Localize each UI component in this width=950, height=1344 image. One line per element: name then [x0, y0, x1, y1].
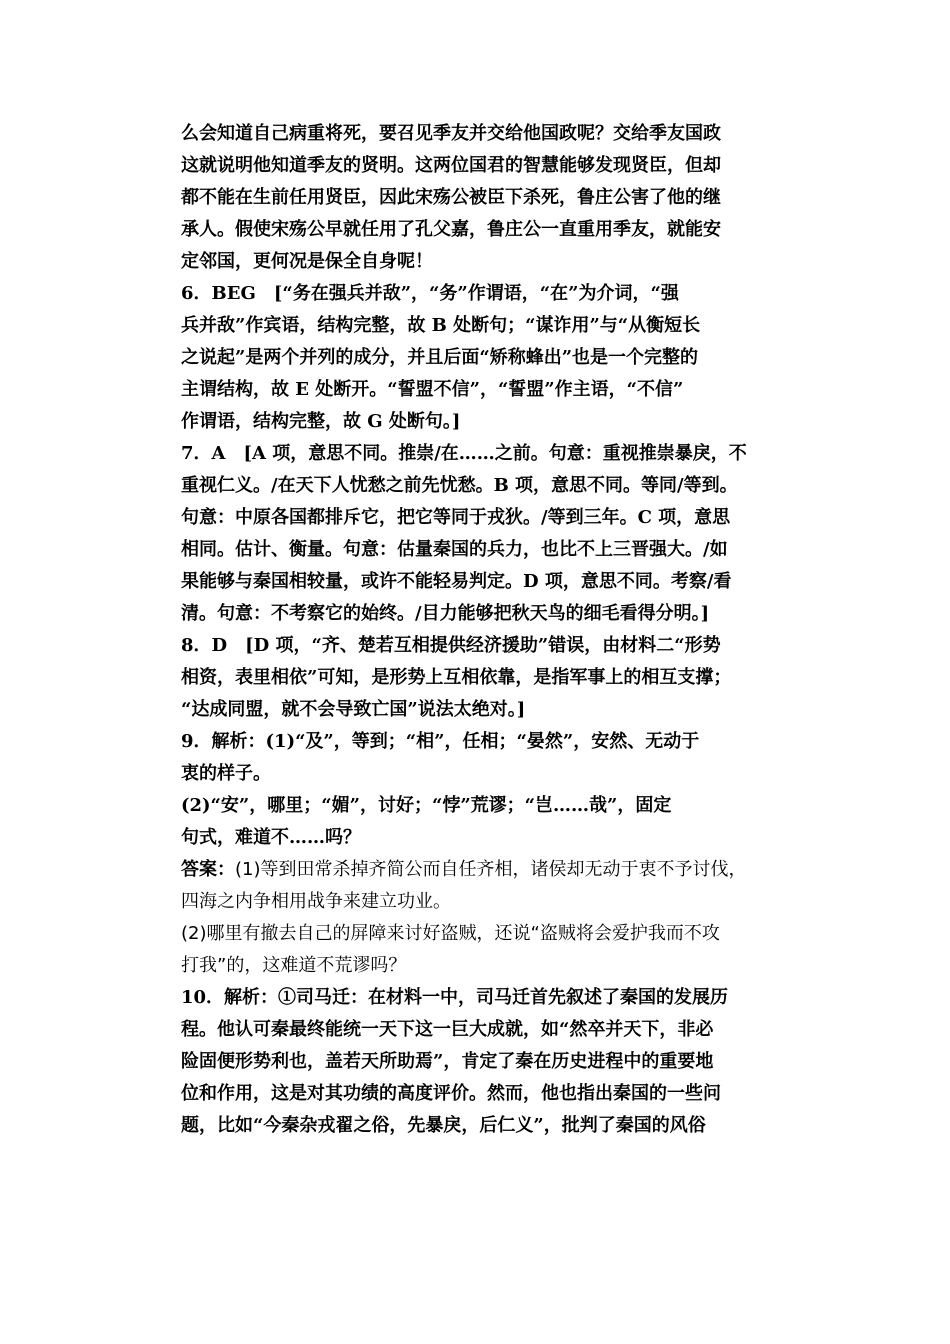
answer-line: [181, 854, 771, 886]
text-line: (2)“安”，哪里；“媚”，讨好；“悖”荒谬；“岂……哉”，固定: [181, 795, 672, 816]
text-line: 果能够与秦国相较量，或许不能轻易判定。D 项，意思不同。考察/看: [181, 571, 732, 592]
text-line: 句式，难道不……吗？: [181, 827, 361, 848]
document-text: [181, 118, 771, 1142]
text-line: 定邻国，更何况是保全自身呢！: [181, 251, 433, 272]
text-line: 相资，表里相依”可知，是形势上互相依靠，是指军事上的相互支撑；: [181, 667, 732, 688]
text-line: 位和作用，这是对其功绩的高度评价。然而，他也指出秦国的一些问: [181, 1083, 721, 1104]
answer-line: 打我”的，这难道不荒谬吗？: [181, 955, 407, 976]
answer-label: 答案：: [181, 859, 235, 880]
text-line: 险固便形势利也，盖若天所助焉”，肯定了秦在历史进程中的重要地: [181, 1051, 714, 1072]
text-line: 9．解析：(1)“及”，等到；“相”，任相；“晏然”，安然、无动于: [181, 731, 700, 752]
text-line: 承人。假使宋殇公早就任用了孔父嘉，鲁庄公一直重用季友，就能安: [181, 219, 721, 240]
text-line: 清。句意：不考察它的始终。/目力能够把秋天鸟的细毛看得分明。]: [181, 603, 710, 624]
text-line: 程。他认可秦最终能统一天下这一巨大成就，如“然卒并天下，非必: [181, 1019, 714, 1040]
text-line: 这就说明他知道季友的贤明。这两位国君的智慧能够发现贤臣，但却: [181, 155, 721, 176]
answer-text: (1)等到田常杀掉齐简公而自任齐相，诸侯却无动于衷不予讨伐，: [235, 859, 747, 880]
text-line: 作谓语，结构完整，故 G 处断句。]: [181, 411, 461, 432]
text-line: 主谓结构，故 E 处断开。“誓盟不信”，“誓盟”作主语，“不信”: [181, 379, 684, 400]
answer-line: 四海之内争相用战争来建立功业。: [181, 891, 451, 912]
text-line: 么会知道自己病重将死，要召见季友并交给他国政呢？交给季友国政: [181, 123, 721, 144]
text-line: 10．解析：①司马迁：在材料一中，司马迁首先叙述了秦国的发展历: [181, 987, 729, 1008]
text-line: 之说起”是两个并列的成分，并且后面“矫称蜂出”也是一个完整的: [181, 347, 699, 368]
text-line: 重视仁义。/在天下人忧愁之前先忧愁。B 项，意思不同。等同/等到。: [181, 475, 738, 496]
text-line: 7．A [A 项，意思不同。推崇/在……之前。句意：重视推崇暴戾，不: [181, 443, 747, 464]
text-line: 8．D [D 项，“齐、楚若互相提供经济援助”错误，由材料二“形势: [181, 635, 721, 656]
text-line: 句意：中原各国都排斥它，把它等同于戎狄。/等到三年。C 项，意思: [181, 507, 731, 528]
text-line: 兵并敌”作宾语，结构完整，故 B 处断句；“谋诈用”与“从衡短长: [181, 315, 701, 336]
text-line: 题，比如“今秦杂戎翟之俗，先暴戾，后仁义”，批判了秦国的风俗: [181, 1115, 706, 1136]
text-line: “达成同盟，就不会导致亡国”说法太绝对。]: [181, 699, 526, 720]
text-line: 相同。估计、衡量。句意：估量秦国的兵力，也比不上三晋强大。/如: [181, 539, 728, 560]
text-line: 6．BEG [“务在强兵并敌”，“务”作谓语，“在”为介词，“强: [181, 283, 679, 304]
text-line: 衷的样子。: [181, 763, 271, 784]
text-line: 都不能在生前任用贤臣，因此宋殇公被臣下杀死，鲁庄公害了他的继: [181, 187, 721, 208]
answer-line: (2)哪里有撤去自己的屏障来讨好盗贼，还说“盗贼将会爱护我而不攻: [181, 923, 720, 944]
